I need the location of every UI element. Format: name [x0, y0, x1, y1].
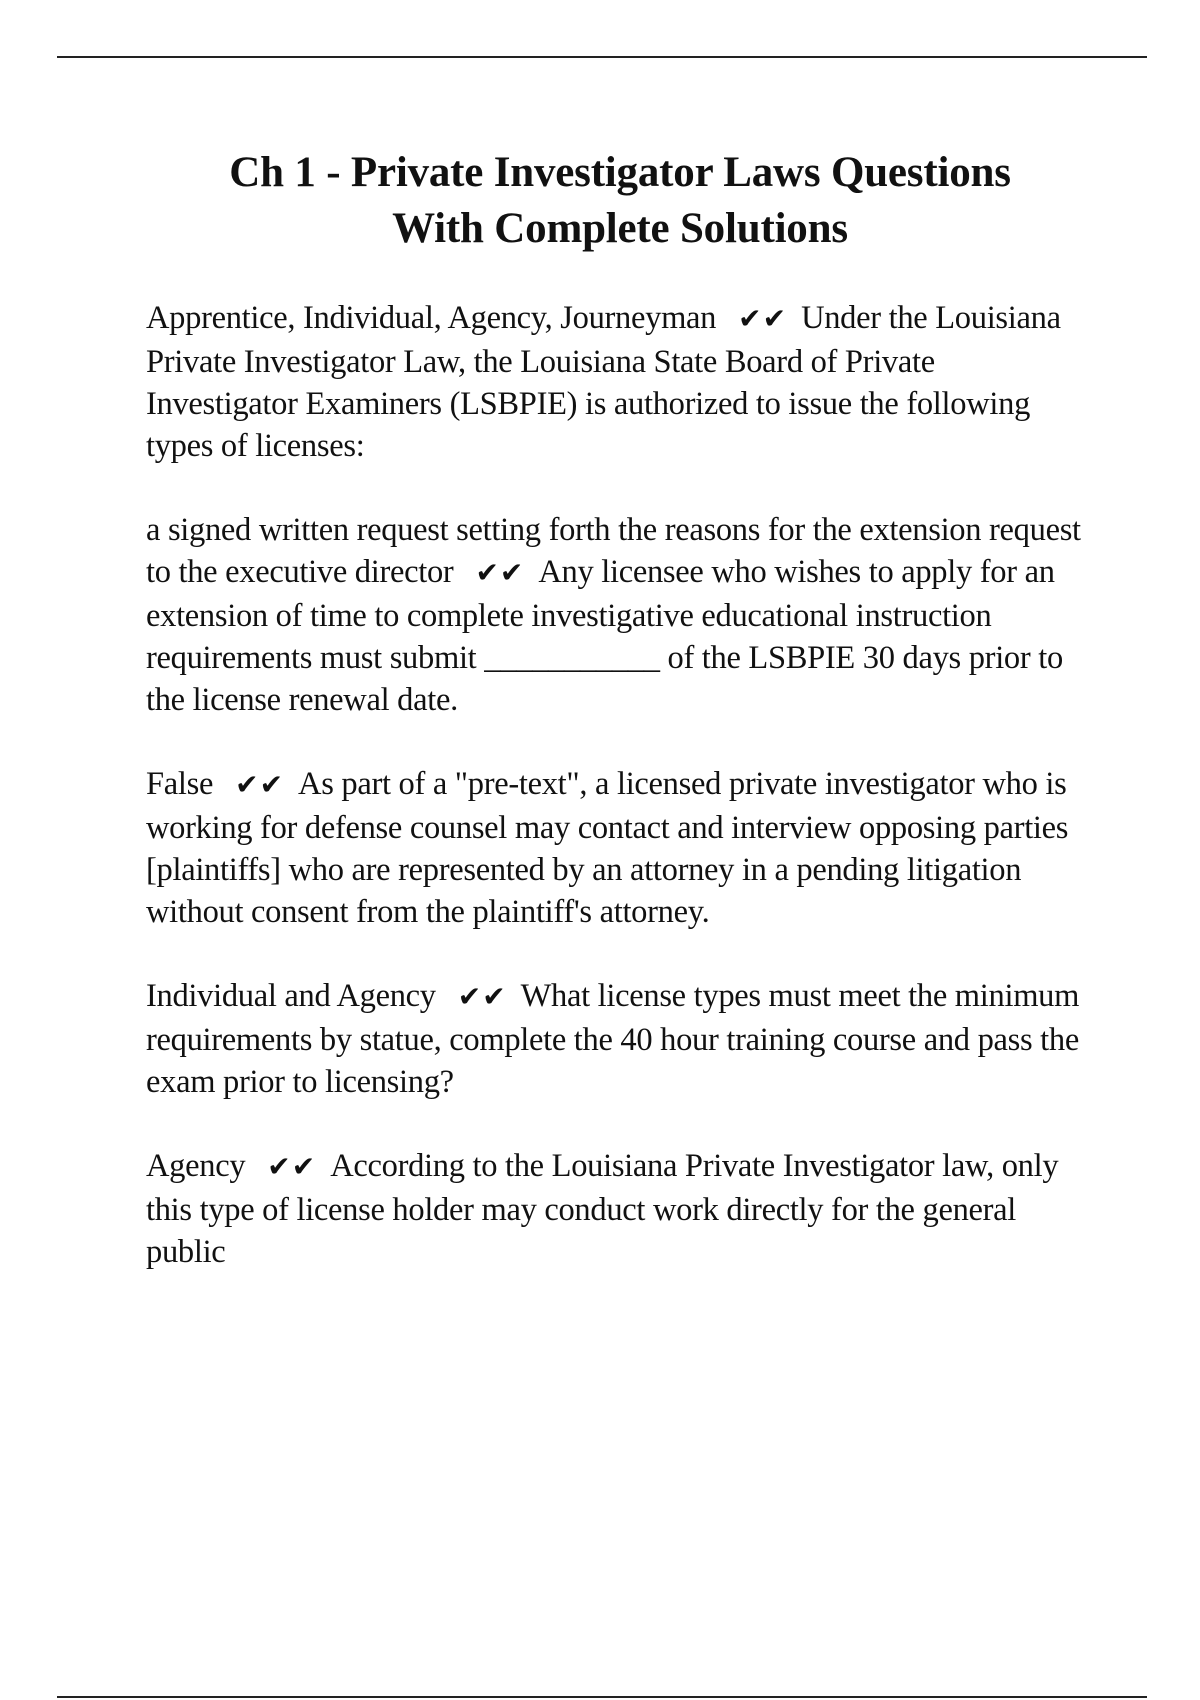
- qa-item: [146, 975, 1081, 1103]
- header-rule: [57, 56, 1147, 58]
- question-text: What license types must meet the minimum requirements by statue, complete the 40 hour training course and pass the exam prior to licensing?: [146, 978, 1080, 1100]
- double-check-icon: ✔✔: [457, 982, 507, 1013]
- document-title: [60, 145, 1180, 257]
- double-check-icon: ✔✔: [235, 770, 285, 801]
- question-text: As part of a "pre-text", a licensed private investigator who is working for defense counsel may contact and interview opposing parties [plaintiffs] who are represented by an attorney in a pending litigation without consent from the plaintiff's attorney.: [146, 766, 1069, 930]
- title-line-1: Ch 1 - Private Investigator Laws Questions: [229, 149, 1011, 196]
- question-text: According to the Louisiana Private Investigator law, only this type of license holder may conduct work directly for the general public: [146, 1148, 1059, 1270]
- qa-list: [146, 297, 1081, 1315]
- qa-item: [146, 509, 1081, 721]
- answer-text: Agency: [146, 1148, 246, 1184]
- answer-text: Apprentice, Individual, Agency, Journeyman: [146, 300, 717, 336]
- qa-item: [146, 763, 1081, 933]
- answer-text: a signed written request setting forth the reasons for the extension request to the executive director: [146, 512, 1081, 590]
- question-text: Any licensee who wishes to apply for an extension of time to complete investigative educational instruction requirements must submit ___________ of the LSBPIE 30 days prior to the license renewal date.: [146, 554, 1063, 718]
- double-check-icon: ✔✔: [738, 304, 788, 335]
- double-check-icon: ✔✔: [267, 1152, 317, 1183]
- qa-item: [146, 297, 1081, 467]
- answer-text: False: [146, 766, 214, 802]
- footer-rule: [57, 1696, 1147, 1698]
- answer-text: Individual and Agency: [146, 978, 436, 1014]
- title-line-2: With Complete Solutions: [392, 205, 848, 252]
- question-text: Under the Louisiana Private Investigator Law, the Louisiana State Board of Private Investigator Examiners (LSBPIE) is authorized to issue the following types of licenses:: [146, 300, 1061, 464]
- qa-item: [146, 1145, 1081, 1273]
- double-check-icon: ✔✔: [475, 558, 525, 589]
